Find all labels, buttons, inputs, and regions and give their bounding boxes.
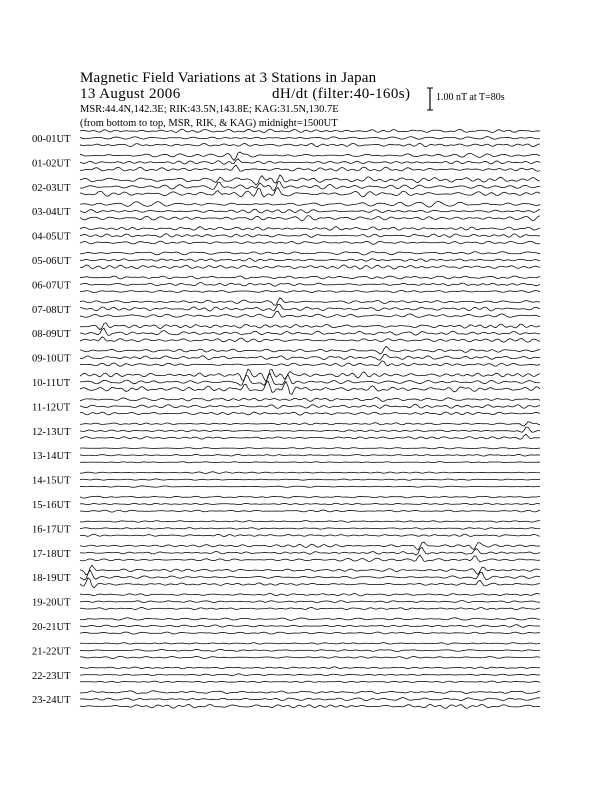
trace-rik — [80, 625, 540, 628]
trace-kag — [80, 129, 540, 133]
trace-kag — [80, 422, 540, 426]
row-label: 10-11UT — [32, 378, 71, 389]
trace-msr — [80, 681, 540, 683]
row-label: 17-18UT — [32, 548, 71, 560]
trace-kag — [80, 496, 540, 498]
row-label: 07-08UT — [32, 304, 71, 316]
row-label: 03-04UT — [32, 207, 71, 219]
trace-kag — [80, 448, 540, 449]
trace-msr — [80, 510, 540, 512]
scale-bar — [427, 88, 433, 110]
trace-kag — [80, 521, 540, 523]
trace-rik — [80, 354, 540, 360]
trace-rik — [80, 649, 540, 651]
row-label: 04-05UT — [32, 231, 71, 243]
trace-msr — [80, 291, 540, 293]
trace-rik — [80, 258, 540, 261]
row-label: 00-01UT — [32, 134, 71, 145]
trace-rik — [80, 137, 540, 140]
trace-rik — [80, 283, 540, 287]
trace-rik — [80, 547, 540, 555]
row-label: 13-14UT — [32, 451, 71, 463]
row-label: 16-17UT — [32, 524, 71, 536]
trace-rik — [80, 234, 540, 238]
row-label: 18-19UT — [32, 573, 71, 585]
trace-kag — [80, 565, 540, 575]
trace-kag — [80, 397, 540, 401]
trace-msr — [80, 311, 540, 317]
scale-bar-label: 1.00 nT at T=80s — [436, 92, 505, 103]
trace-rik — [80, 159, 540, 165]
row-label: 09-10UT — [32, 353, 71, 365]
trace-msr — [80, 555, 540, 562]
chart-quantity: dH/dt (filter:40-160s) — [272, 86, 411, 102]
trace-rik — [80, 182, 540, 191]
trace-msr — [80, 578, 540, 588]
trace-kag — [80, 691, 540, 694]
trace-kag — [80, 298, 540, 305]
row-label: 12-13UT — [32, 426, 71, 438]
row-label: 21-22UT — [32, 646, 71, 658]
row-label: 01-02UT — [32, 158, 71, 170]
trace-rik — [80, 698, 540, 701]
trace-kag — [80, 542, 540, 550]
trace-msr — [80, 534, 540, 537]
trace-kag — [80, 227, 540, 231]
trace-rik — [80, 454, 540, 456]
trace-rik — [80, 570, 540, 580]
trace-msr — [80, 486, 540, 487]
trace-kag — [80, 667, 540, 669]
trace-rik — [80, 373, 540, 385]
trace-msr — [80, 434, 540, 439]
row-label: 22-23UT — [32, 670, 71, 682]
trace-rik — [80, 304, 540, 311]
trace-kag — [80, 593, 540, 596]
trace-kag — [80, 276, 540, 279]
trace-rik — [80, 427, 540, 432]
row-label: 05-06UT — [32, 256, 71, 267]
chart-title: Magnetic Field Variations at 3 Stations in Japan — [80, 70, 377, 86]
trace-rows — [32, 129, 540, 708]
trace-rik — [80, 503, 540, 505]
row-label: 15-16UT — [32, 500, 71, 511]
trace-kag — [80, 252, 540, 255]
trace-msr — [80, 607, 540, 609]
chart-date: 13 August 2006 — [80, 86, 181, 102]
trace-rik — [80, 528, 540, 530]
trace-msr — [80, 216, 540, 221]
trace-rik — [80, 600, 540, 602]
trace-kag — [80, 643, 540, 645]
trace-kag — [80, 618, 540, 621]
trace-rik — [80, 209, 540, 213]
row-label: 19-20UT — [32, 597, 71, 609]
row-label: 23-24UT — [32, 695, 71, 707]
trace-kag — [80, 175, 540, 185]
trace-rik — [80, 674, 540, 676]
trace-rik — [80, 404, 540, 408]
row-label: 08-09UT — [32, 329, 71, 341]
trace-msr — [80, 188, 540, 197]
trace-msr — [80, 361, 540, 367]
row-label: 02-03UT — [32, 182, 71, 194]
trace-msr — [80, 337, 540, 342]
row-label: 20-21UT — [32, 622, 71, 633]
trace-kag — [80, 369, 540, 382]
trace-rik — [80, 328, 540, 335]
trace-kag — [80, 152, 540, 160]
row-label: 06-07UT — [32, 280, 71, 292]
trace-kag — [80, 346, 540, 354]
trace-kag — [80, 202, 540, 208]
station-order-note: (from bottom to top, MSR, RIK, & KAG) midnight=1500UT — [80, 118, 338, 129]
trace-msr — [80, 381, 540, 394]
trace-msr — [80, 143, 540, 147]
row-label: 11-12UT — [32, 402, 71, 414]
trace-msr — [80, 462, 540, 463]
trace-msr — [80, 632, 540, 634]
trace-msr — [80, 265, 540, 269]
trace-msr — [80, 241, 540, 244]
trace-msr — [80, 412, 540, 415]
trace-rik — [80, 479, 540, 480]
row-label: 14-15UT — [32, 475, 71, 487]
trace-kag — [80, 472, 540, 474]
station-coordinates: MSR:44.4N,142.3E; RIK:43.5N,143.8E; KAG:31.5N,130.7E — [80, 104, 339, 115]
trace-kag — [80, 323, 540, 330]
trace-msr — [80, 165, 540, 171]
trace-msr — [80, 704, 540, 708]
trace-msr — [80, 656, 540, 658]
